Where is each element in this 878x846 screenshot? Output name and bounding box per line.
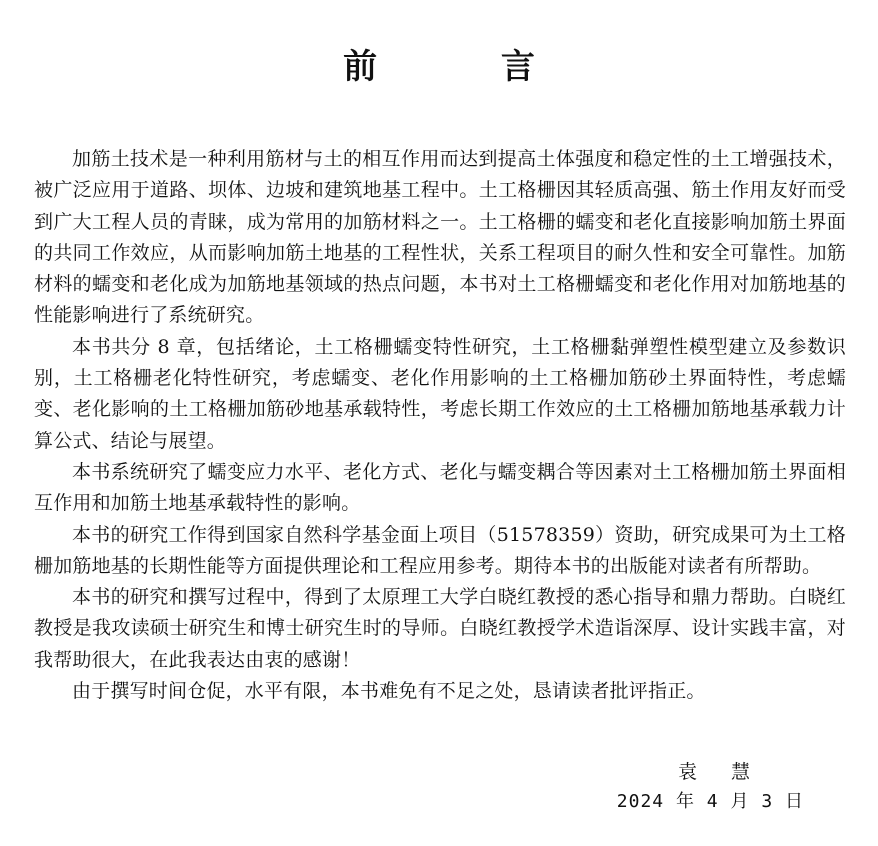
paragraph-5: 本书的研究和撰写过程中，得到了太原理工大学白晓红教授的悉心指导和鼎力帮助。白晓红教授是我攻读硕士研究生和博士研究生时的导师。白晓红教授学术造诣深厚、设计实践丰富，对我帮助很大，在此我表达由衷的感谢！: [34, 586, 846, 671]
author-name: 袁 慧: [677, 761, 764, 783]
page-title: 前 言: [343, 47, 591, 87]
paragraph-3: 本书系统研究了蠕变应力水平、老化方式、老化与蠕变耦合等因素对土工格栅加筋土界面相互作用和加筋土地基承载特性的影响。: [34, 460, 846, 515]
paragraph-6: 由于撰写时间仓促，水平有限，本书难免有不足之处，恳请读者批评指正。: [72, 680, 706, 703]
signature-date: 2024 年 4 月 3 日: [616, 791, 804, 812]
signature-block: [584, 757, 804, 817]
paragraph-2: 本书共分 8 章，包括绪论，土工格栅蠕变特性研究，土工格栅黏弹塑性模型建立及参数识别，土工格栅老化特性研究，考虑蠕变、老化作用影响的土工格栅加筋砂土界面特性，考虑蠕变、老化影响的土工格栅加筋砂地基承载特性，考虑长期工作效应的土工格栅加筋地基承载力计算公式、结论与展望。: [34, 335, 846, 452]
preface-body: [34, 144, 846, 707]
paragraph-1: 加筋土技术是一种利用筋材与土的相互作用而达到提高土体强度和稳定性的土工增强技术，被广泛应用于道路、坝体、边坡和建筑地基工程中。土工格栅因其轻质高强、筋土作用友好而受到广大工程人员的青睐，成为常用的加筋材料之一。土工格栅的蠕变和老化直接影响加筋土界面的共同工作效应，从而影响加筋土地基的工程性状，关系工程项目的耐久性和安全可靠性。加筋材料的蠕变和老化成为加筋地基领域的热点问题，本书对土工格栅蠕变和老化作用对加筋地基的性能影响进行了系统研究。: [34, 148, 846, 327]
paragraph-4: 本书的研究工作得到国家自然科学基金面上项目（51578359）资助，研究成果可为土工格栅加筋地基的长期性能等方面提供理论和工程应用参考。期待本书的出版能对读者有所帮助。: [34, 523, 846, 577]
